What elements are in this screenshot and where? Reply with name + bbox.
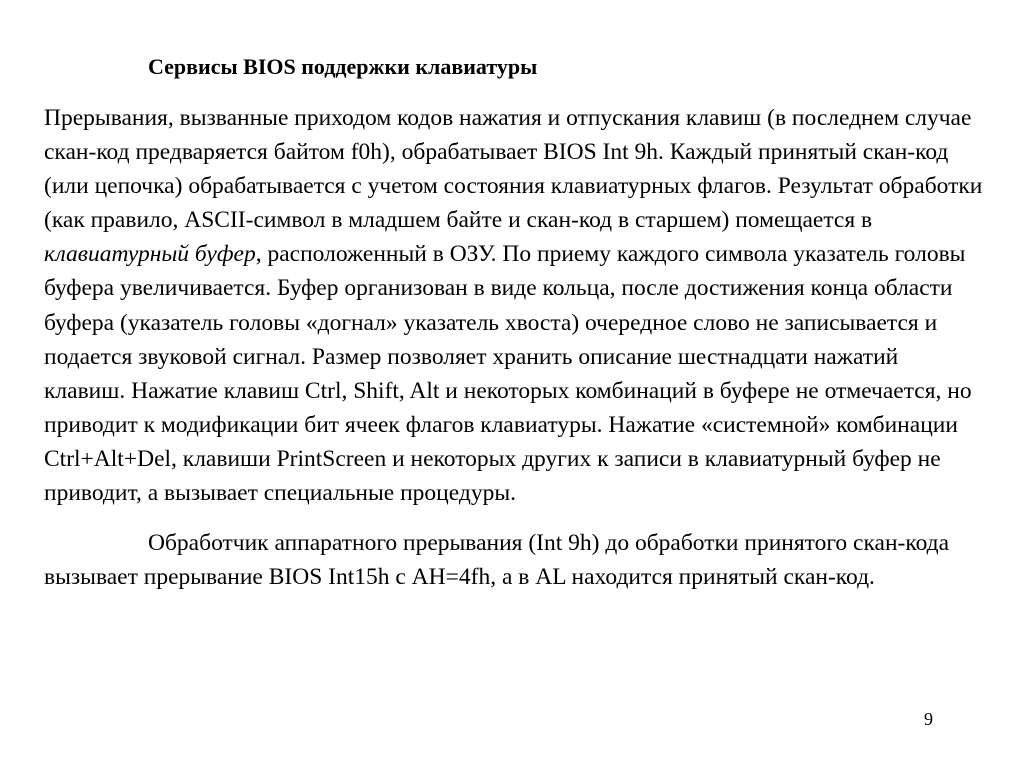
paragraph1-text-end: , расположенный в ОЗУ. По приему каждого символа указатель головы буфера увеличивается. Буфер организован в виде кольца, после достижения конца области буфера (указатель головы «догнал» указатель хвоста) очередное слово не записывается и подается звуковой сигнал. Размер позволяет хранить описание шестнадцати нажатий клавиш. Нажатие клавиш Ctrl, Shift, Alt и некоторых комбинаций в буфере не отмечается, но приводит к модификации бит ячеек флагов клавиатуры. Нажатие «системной» комбинации Ctrl+Alt+Del, клавиши PrintScreen и некоторых других к записи в клавиатурный буфер не приводит, а вызывает специальные процедуры. bbox=[44, 241, 972, 507]
page-number: 9 bbox=[924, 709, 933, 729]
paragraph-hardware-handler: Обработчик аппаратного прерывания (Int 9h) до обработки принятого скан-кода вызывает прерывание BIOS Int15h с AH=4fh, а в AL находится принятый скан-код. bbox=[44, 530, 950, 591]
slide-title: Сервисы BIOS поддержки клавиатуры bbox=[148, 54, 538, 79]
paragraph-keyboard-interrupts bbox=[44, 101, 984, 510]
paragraph1-text-start: Прерывания, вызванные приходом кодов нажатия и отпускания клавиш (в последнем случае скан-код предваряется байтом f0h), обрабатывает BIOS Int 9h. Каждый принятый скан-код (или цепочка) обрабатывается с учетом состояния клавиатурных флагов. Результат обработки (как правило, ASCII-символ в младшем байте и скан-код в старшем) помещается в bbox=[44, 105, 983, 234]
keyboard-buffer-term: клавиатурный буфер bbox=[44, 241, 256, 268]
slide-body bbox=[44, 101, 984, 594]
